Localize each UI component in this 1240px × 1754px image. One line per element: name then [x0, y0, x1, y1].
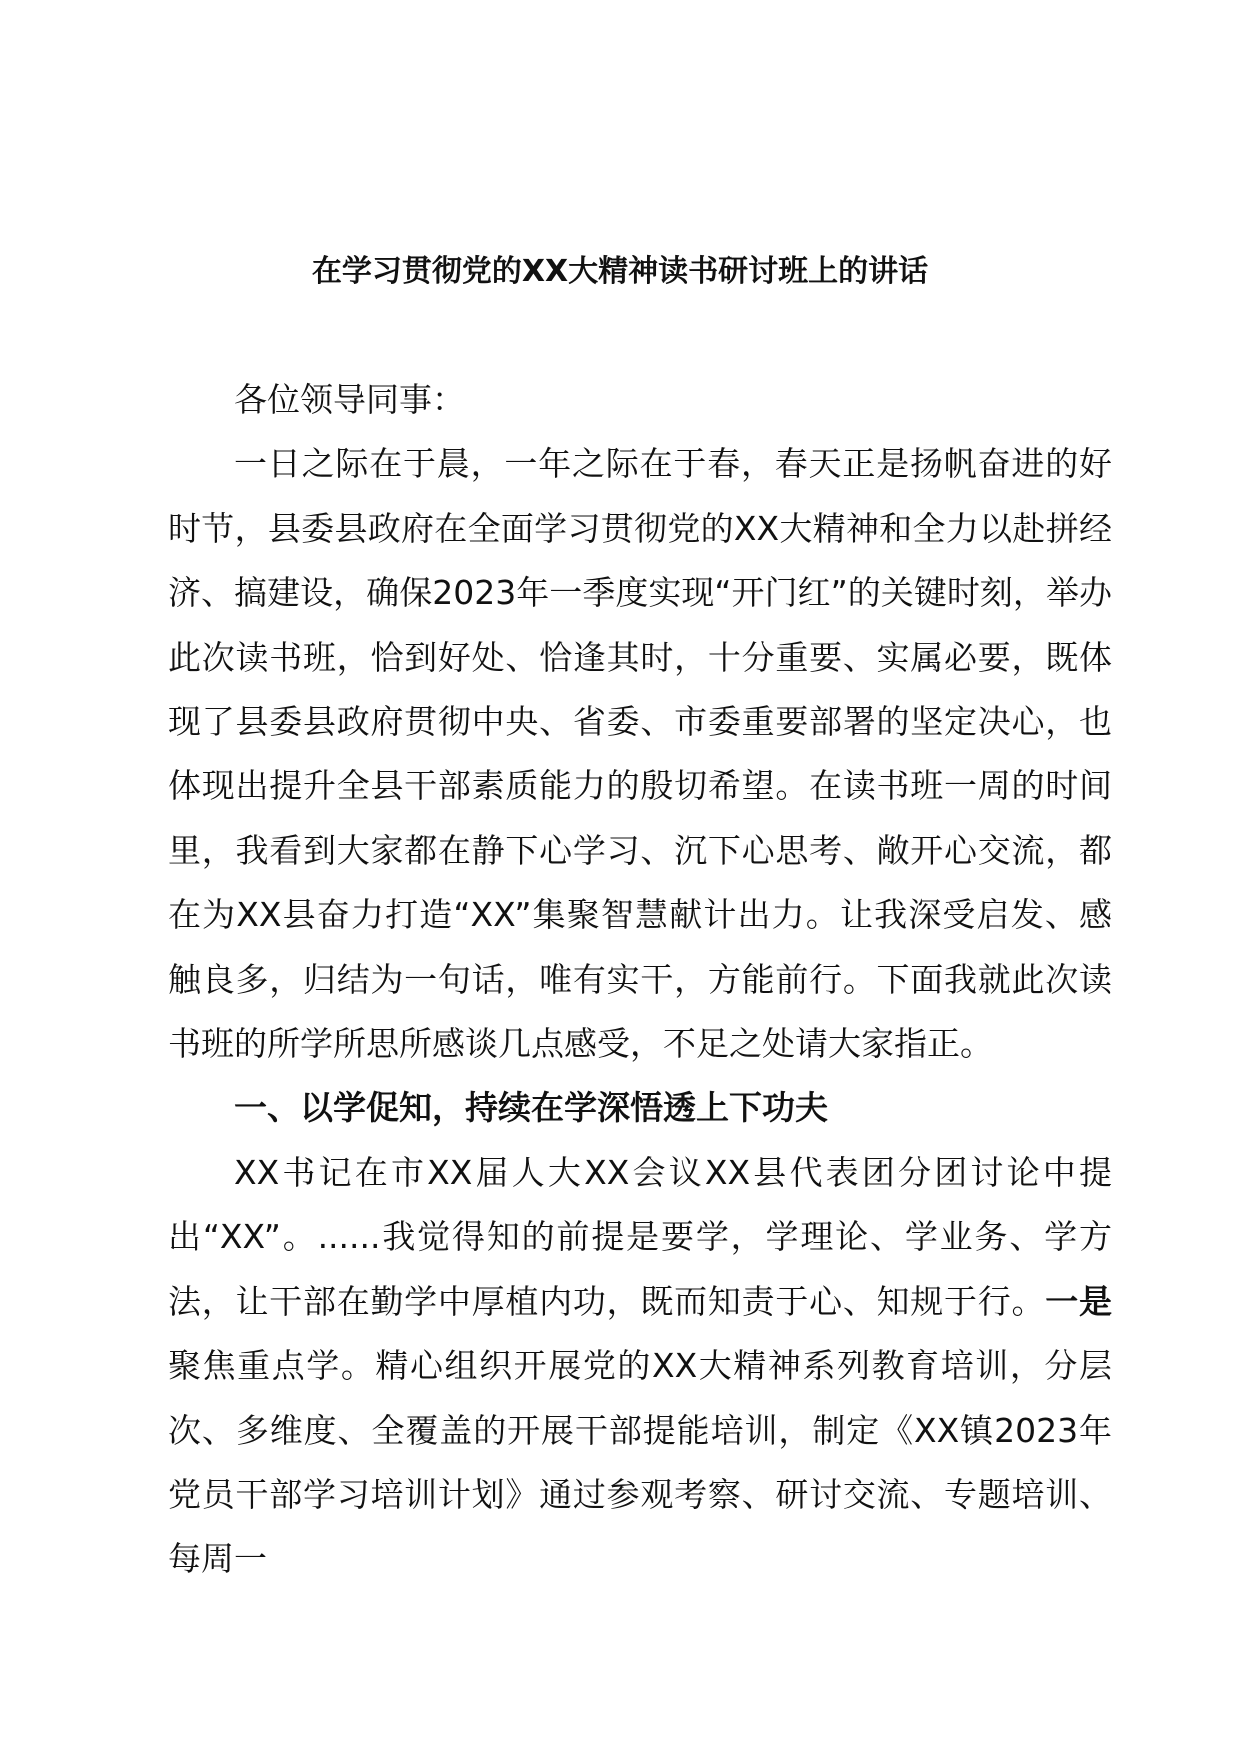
document-body: [168, 368, 1112, 1592]
paragraph-section-1: [168, 1141, 1112, 1592]
salutation: 各位领导同事：: [234, 380, 465, 419]
point-marker-first: 一是: [1045, 1281, 1113, 1321]
paragraph-section-1-rest: 聚焦重点学。精心组织开展党的XX大精神系列教育培训，分层次、多维度、全覆盖的开展干部提能培训，制定《XX镇2023年党员干部学习培训计划》通过参观考察、研讨交流、专题培训、每周一: [168, 1346, 1112, 1579]
paragraph-intro: 一日之际在于晨，一年之际在于春，春天正是扬帆奋进的好时节，县委县政府在全面学习贯彻党的XX大精神和全力以赴拼经济、搞建设，确保2023年一季度实现“开门红”的关键时刻，举办此次读书班，恰到好处、恰逢其时，十分重要、实属必要，既体现了县委县政府贯彻中央、省委、市委重要部署的坚定决心，也体现出提升全县干部素质能力的殷切希望。在读书班一周的时间里，我看到大家都在静下心学习、沉下心思考、敞开心交流，都在为XX县奋力打造“XX”集聚智慧献计出力。让我深受启发、感触良多，归结为一句话，唯有实干，方能前行。下面我就此次读书班的所学所思所感谈几点感受，不足之处请大家指正。: [168, 444, 1112, 1064]
paragraph-section-1-lead: XX书记在市XX届人大XX会议XX县代表团分团讨论中提出“XX”。......我觉得知的前提是要学，学理论、学业务、学方法，让干部在勤学中厚植内功，既而知责于心、知规于行。: [168, 1152, 1112, 1321]
section-heading-1: 一、以学促知，持续在学深悟透上下功夫: [234, 1088, 828, 1128]
document-title: 在学习贯彻党的XX大精神读书研讨班上的讲话: [311, 254, 929, 289]
